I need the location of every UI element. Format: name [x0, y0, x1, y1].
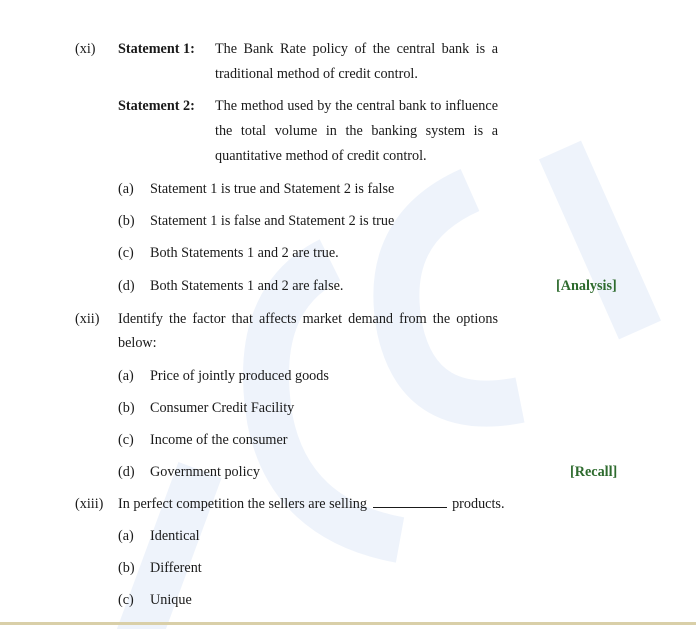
option-label: (a)	[118, 528, 134, 544]
option-text: Identical	[150, 528, 200, 544]
option-label: (d)	[118, 278, 135, 294]
option-text: Unique	[150, 592, 192, 608]
cognitive-level-tag: [Analysis]	[556, 278, 617, 294]
option-label: (b)	[118, 400, 135, 416]
option-label: (a)	[118, 368, 134, 384]
option-text: Income of the consumer	[150, 432, 288, 448]
option-label: (c)	[118, 245, 134, 261]
question-text: Identify the factor that affects market demand from the options	[118, 311, 498, 327]
statement-2-line: quantitative method of credit control.	[215, 148, 427, 164]
option-text: Both Statements 1 and 2 are false.	[150, 278, 344, 294]
option-text: Both Statements 1 and 2 are true.	[150, 245, 339, 261]
statement-2-label: Statement 2:	[118, 98, 195, 114]
statement-2-line: the total volume in the banking system is a	[215, 123, 498, 139]
option-label: (a)	[118, 181, 134, 197]
option-label: (c)	[118, 432, 134, 448]
question-number: (xi)	[75, 41, 96, 57]
option-text: Statement 1 is false and Statement 2 is true	[150, 213, 395, 229]
option-text: Statement 1 is true and Statement 2 is false	[150, 181, 395, 197]
option-label: (d)	[118, 464, 135, 480]
page-bottom-divider	[0, 622, 696, 625]
question-text-start: In perfect competition the sellers are selling	[118, 496, 367, 512]
cognitive-level-tag: [Recall]	[570, 464, 618, 480]
question-text-end: products.	[452, 496, 505, 512]
question-number: (xii)	[75, 311, 100, 327]
option-text: Price of jointly produced goods	[150, 368, 329, 384]
option-label: (b)	[118, 560, 135, 576]
option-label: (c)	[118, 592, 134, 608]
statement-1-line: The Bank Rate policy of the central bank is a	[215, 41, 498, 57]
statement-1-label: Statement 1:	[118, 41, 195, 57]
option-label: (b)	[118, 213, 135, 229]
statement-1-line: traditional method of credit control.	[215, 66, 418, 82]
option-text: Different	[150, 560, 202, 576]
question-text	[118, 495, 505, 513]
option-text: Consumer Credit Facility	[150, 400, 295, 416]
question-text: below:	[118, 335, 157, 351]
statement-2-line: The method used by the central bank to influence	[215, 98, 498, 114]
question-number: (xiii)	[75, 496, 104, 512]
option-text: Government policy	[150, 464, 260, 480]
fill-in-blank	[373, 495, 447, 508]
